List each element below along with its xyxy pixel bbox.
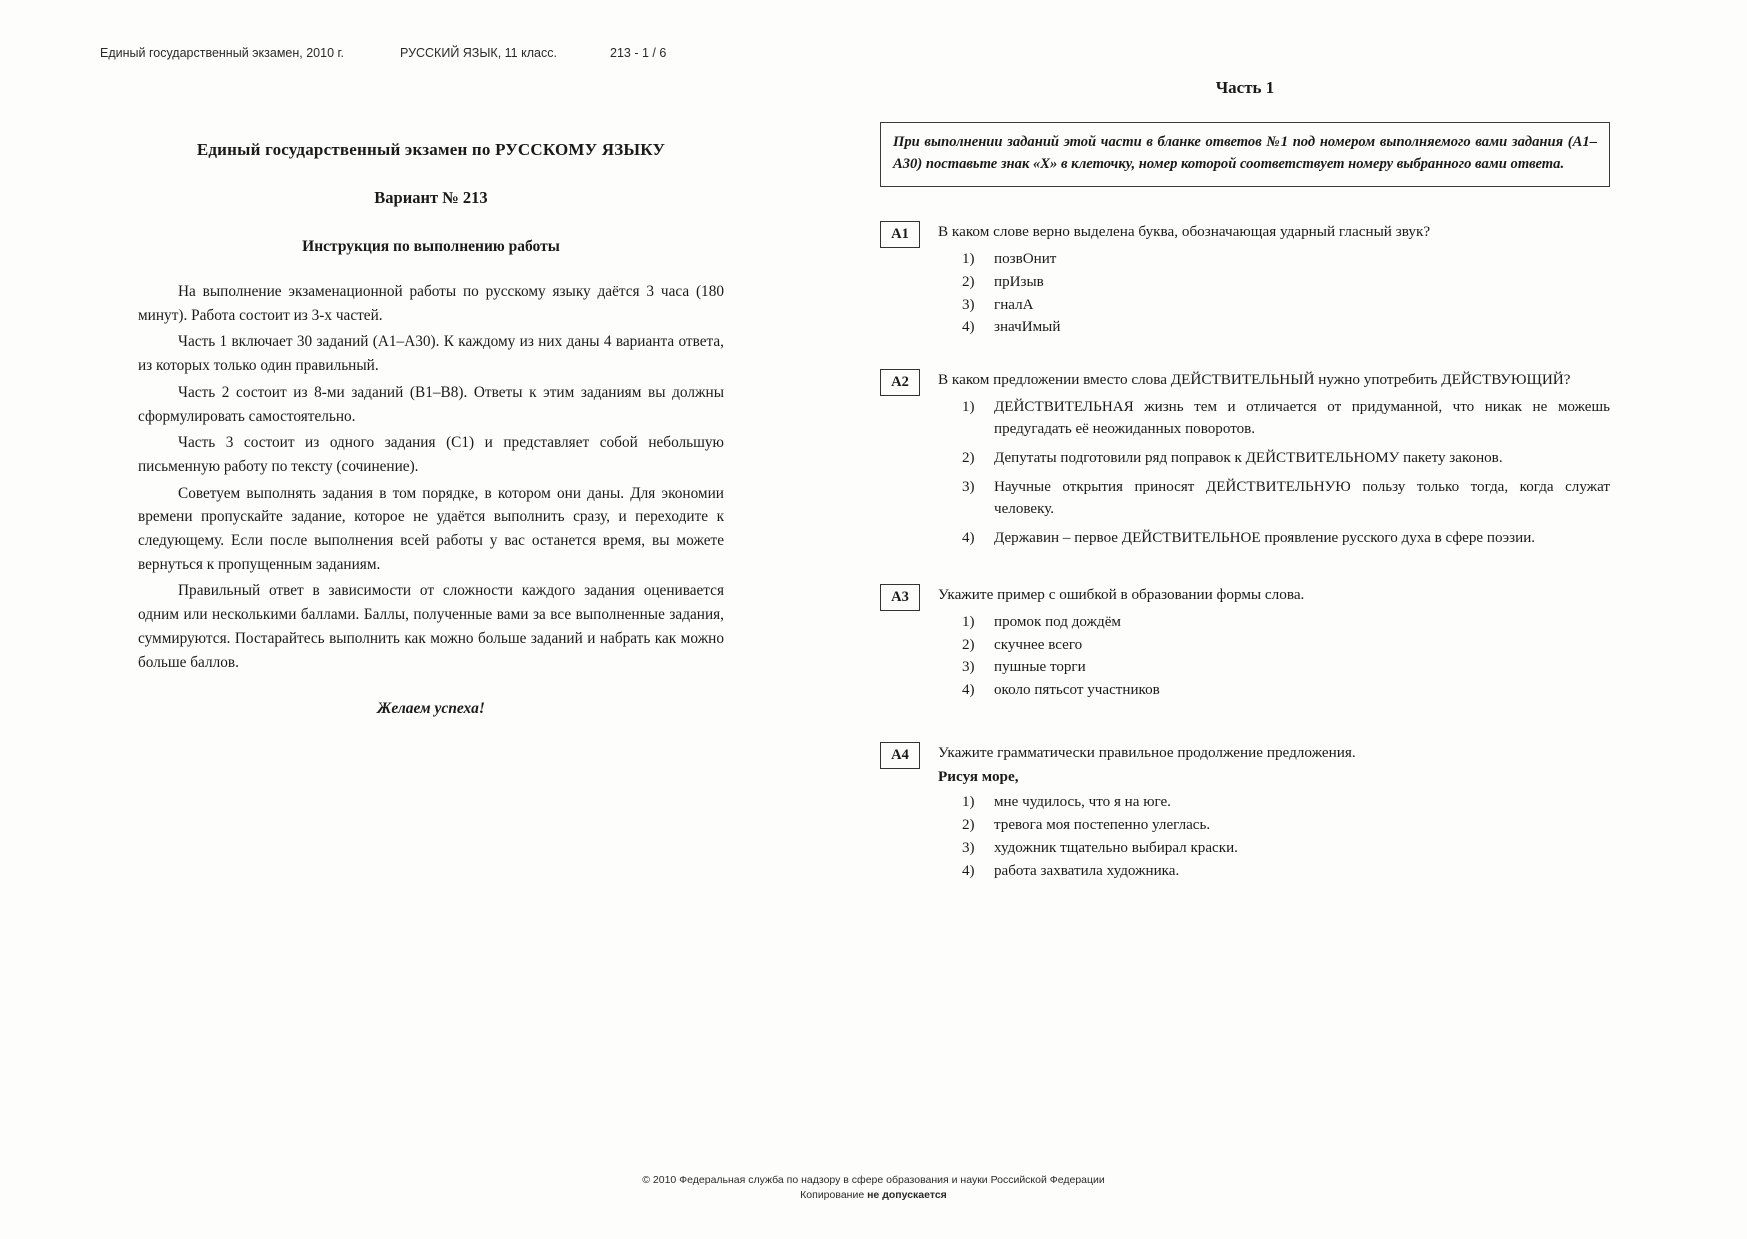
option-number: 4) — [962, 319, 975, 336]
option-text: Научные открытия приносят ДЕЙСТВИТЕЛЬНУЮ пользу только тогда, когда служат человеку. — [994, 478, 1610, 517]
option-number: 4) — [962, 529, 975, 546]
option-text: художник тщательно выбирал краски. — [994, 839, 1238, 856]
option-list — [938, 612, 1610, 703]
option-item[interactable] — [938, 612, 1610, 634]
option-number: 1) — [962, 794, 975, 811]
option-text: гналА — [994, 296, 1034, 313]
option-text: ДЕЙСТВИТЕЛЬНАЯ жизнь тем и отличается от придуманной, что никак не можешь предугадать её неожиданных поворотов. — [994, 399, 1610, 438]
instruction-paragraph: Часть 2 состоит из 8-ми заданий (В1–В8). Ответы к этим заданиям вы должны сформулировать самостоятельно. — [138, 383, 724, 425]
notice-text: При выполнении заданий этой части в бланке ответов №1 под номером выполняемого вами задания (А1–А30) поставьте знак «Х» в клеточку, номер которой соответствует номеру выбранного вами ответа. — [893, 134, 1597, 172]
option-item[interactable] — [938, 657, 1610, 679]
instruction-paragraph: Часть 3 состоит из одного задания (С1) и представляет собой небольшую письменную работу по тексту (сочинение). — [138, 434, 724, 475]
instruction-title: Инструкция по выполнению работы — [302, 238, 560, 255]
task-code-badge: А2 — [880, 369, 920, 396]
copy-restriction-prefix: Копирование — [800, 1188, 868, 1201]
option-number: 2) — [962, 636, 975, 653]
option-number: 2) — [962, 817, 975, 834]
task-stem: Укажите пример с ошибкой в образовании формы слова. — [938, 585, 1305, 603]
right-column — [880, 78, 1610, 913]
instructions-notice-box — [880, 122, 1610, 187]
header-exam-label: Единый государственный экзамен, 2010 г. — [100, 46, 345, 60]
part-title: Часть 1 — [1215, 78, 1275, 97]
instruction-paragraph: Часть 1 включает 30 заданий (А1–А30). К каждому из них даны 4 варианта ответа, из которых только один правильный. — [138, 333, 724, 375]
task-stem: В каком слове верно выделена буква, обозначающая ударный гласный звук? — [938, 222, 1431, 240]
option-number: 2) — [962, 450, 975, 467]
option-item[interactable] — [938, 397, 1610, 441]
task-a3 — [880, 584, 1610, 703]
task-a2 — [880, 369, 1610, 549]
option-text: промок под дождём — [994, 613, 1121, 630]
option-list — [938, 792, 1610, 883]
option-text: около пятьсот участников — [994, 682, 1160, 699]
task-a4 — [880, 742, 1610, 883]
option-item[interactable] — [938, 448, 1610, 470]
copy-restriction-emphasis: не допускается — [867, 1188, 947, 1201]
option-number: 1) — [962, 250, 975, 267]
option-item[interactable] — [938, 815, 1610, 837]
option-list — [938, 249, 1610, 340]
option-item[interactable] — [938, 838, 1610, 860]
option-number: 3) — [962, 478, 975, 495]
option-text: Депутаты подготовили ряд поправок к ДЕЙСТВИТЕЛЬНОМУ пакету законов. — [994, 450, 1503, 467]
option-text: позвОнит — [994, 250, 1057, 267]
option-number: 1) — [962, 399, 975, 416]
option-text: мне чудилось, что я на юге. — [994, 794, 1171, 811]
header-page-number: 213 - 1 / 6 — [610, 46, 667, 60]
page-title: Единый государственный экзамен по РУССКОМУ ЯЗЫКУ — [196, 140, 666, 159]
task-code-badge: А3 — [880, 584, 920, 611]
option-item[interactable] — [938, 249, 1610, 271]
option-text: скучнее всего — [994, 636, 1083, 653]
option-text: работа захватила художника. — [994, 862, 1180, 879]
option-item[interactable] — [938, 295, 1610, 317]
option-number: 1) — [962, 613, 975, 630]
task-stem: В каком предложении вместо слова ДЕЙСТВИТЕЛЬНЫЙ нужно употребить ДЕЙСТВУЮЩИЙ? — [938, 371, 1571, 389]
task-a1 — [880, 221, 1610, 340]
option-number: 2) — [962, 273, 975, 290]
instruction-paragraph: Правильный ответ в зависимости от сложности каждого задания оценивается одним или несколькими баллами. Баллы, полученные вами за все выполненные задания, суммируются. Постарайтесь выполнить как можно больше заданий и набрать как можно больше баллов. — [138, 582, 724, 671]
document-footer — [0, 1173, 1747, 1203]
option-text: Державин – первое ДЕЙСТВИТЕЛЬНОЕ проявление русского духа в сфере поэзии. — [994, 529, 1536, 546]
copy-restriction-line — [0, 1188, 1747, 1203]
header-subject-label: РУССКИЙ ЯЗЫК, 11 класс. — [400, 46, 557, 60]
instruction-paragraph: На выполнение экзаменационной работы по русскому языку даётся 3 часа (180 минут). Работа состоит из 3-х частей. — [138, 283, 724, 324]
document-header — [100, 46, 800, 60]
task-stem-continuation: Рисуя море, — [938, 768, 1019, 786]
option-item[interactable] — [938, 792, 1610, 814]
copyright-line: © 2010 Федеральная служба по надзору в сфере образования и науки Российской Федерации — [642, 1173, 1105, 1186]
instruction-paragraph: Советуем выполнять задания в том порядке, в котором они даны. Для экономии времени пропускайте задание, которое не удаётся выполнить сразу, и переходите к следующему. Если после выполнения всей работы у вас останется время, вы можете вернуться к пропущенным заданиям. — [138, 484, 724, 573]
option-item[interactable] — [938, 477, 1610, 521]
option-number: 3) — [962, 839, 975, 856]
option-number: 4) — [962, 862, 975, 879]
option-item[interactable] — [938, 635, 1610, 657]
task-code-badge: А1 — [880, 221, 920, 248]
task-code-badge: А4 — [880, 742, 920, 769]
left-column — [138, 140, 724, 734]
variant-title: Вариант № 213 — [374, 188, 488, 207]
option-number: 3) — [962, 296, 975, 313]
option-item[interactable] — [938, 528, 1610, 550]
option-text: тревога моя постепенно улеглась. — [994, 817, 1211, 834]
task-stem: Укажите грамматически правильное продолжение предложения. — [938, 744, 1356, 762]
option-text: значИмый — [994, 319, 1061, 336]
option-item[interactable] — [938, 861, 1610, 883]
option-list — [938, 397, 1610, 549]
option-number: 4) — [962, 682, 975, 699]
good-luck-note: Желаем успеха! — [377, 700, 485, 718]
option-item[interactable] — [938, 680, 1610, 702]
option-item[interactable] — [938, 317, 1610, 339]
option-number: 3) — [962, 659, 975, 676]
option-text: прИзыв — [994, 273, 1044, 290]
option-item[interactable] — [938, 272, 1610, 294]
option-text: пушные торги — [994, 659, 1086, 676]
